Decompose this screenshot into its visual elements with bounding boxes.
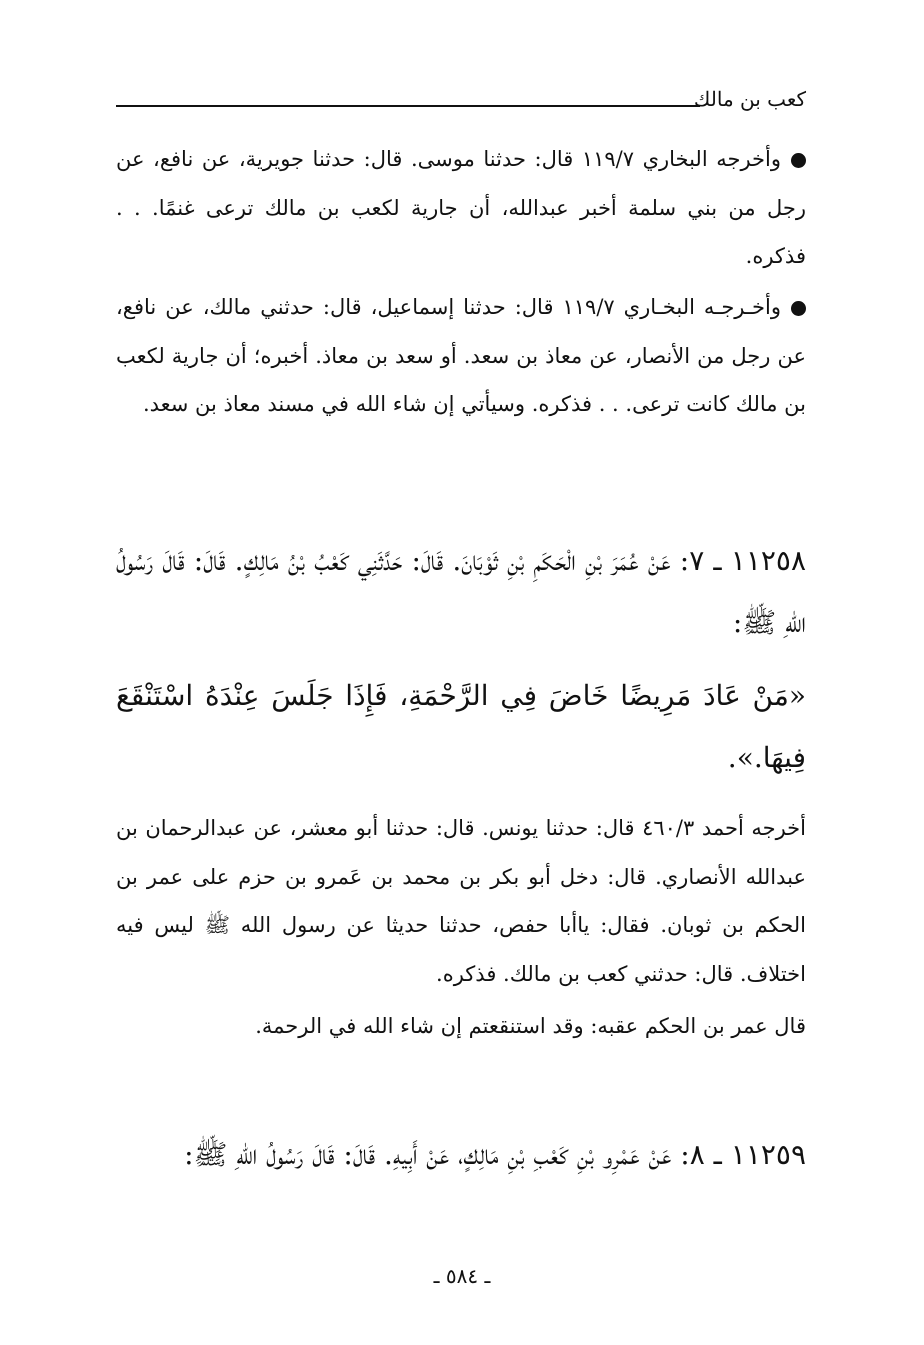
commentary-paragraph-bukhari-2 (116, 283, 806, 429)
hadith-11258-matn (116, 665, 806, 789)
hadith-text: «مَنْ عَادَ مَرِيضًا خَاضَ فِي الرَّحْمَةِ، فَإِذَا جَلَسَ عِنْدَهُ اسْتَنْقَعَ فِيهَا.». (116, 679, 806, 774)
commentary-text: وأخـرجـه البخـاري ١١٩/٧ قال: حدثنا إسماعيل، قال: حدثني مالك، عن نافع، عن رجل من الأنصار، عن معاذ بن سعد. أو سعد بن معاذ. أخبره؛ أن جارية لكعب بن مالك كانت ترعى. . . فذكره. وسيأتي إن شاء الله في مسند معاذ بن سعد. (116, 295, 806, 416)
commentary-paragraph-bukhari-1 (116, 135, 806, 281)
commentary-paragraph-ahmad (116, 804, 806, 998)
hadith-11258-chain (116, 530, 806, 654)
running-header (116, 86, 806, 114)
page-number: ـ ٥٨٤ ـ (433, 1264, 491, 1288)
commentary-text: قال عمر بن الحكم عقبه: وقد استنقعتم إن شاء الله في الرحمة. (255, 1014, 806, 1038)
bullet-icon (791, 153, 806, 168)
header-rule (116, 105, 700, 107)
hadith-11259 (116, 1124, 806, 1186)
hadith-text: ١١٢٥٩ ـ ٨: عَنْ عَمْرِو بْنِ كَعْبِ بْنِ مَالِكٍ، عَنْ أَبِيهِ. قَالَ: قَالَ رَسُولُ اللهِ ﷺ: (184, 1138, 806, 1171)
running-header-title: كعب بن مالك (693, 87, 806, 111)
commentary-text: أخرجه أحمد ٤٦٠/٣ قال: حدثنا يونس. قال: حدثنا أبو معشر، عن عبدالرحمان بن عبدالله الأنصاري. قال: دخل أبو بكر بن محمد بن عَمرو بن حزم على عمر بن الحكم بن ثوبان. فقال: ياأبا حفص، حدثنا حديثا عن رسول الله ﷺ ليس فيه اختلاف. قال: حدثني كعب بن مالك. فذكره. (116, 816, 806, 986)
commentary-text: وأخرجه البخاري ١١٩/٧ قال: حدثنا موسى. قال: حدثنا جويرية، عن نافع، عن رجل من بني سلمة أخبر عبدالله، أن جارية لكعب بن مالك ترعى غنمًا. . . فذكره. (116, 147, 806, 268)
hadith-text: ١١٢٥٨ ـ ٧: عَنْ عُمَرَ بْنِ الْحَكَمِ بْنِ ثَوْبَانَ. قَالَ: حَدَّثَنِي كَعْبُ بْنُ مَالِكٍ. قَالَ: قَالَ رَسُولُ اللهِ ﷺ: (116, 544, 806, 639)
bullet-icon (791, 301, 806, 316)
commentary-paragraph-umar (116, 1002, 806, 1051)
